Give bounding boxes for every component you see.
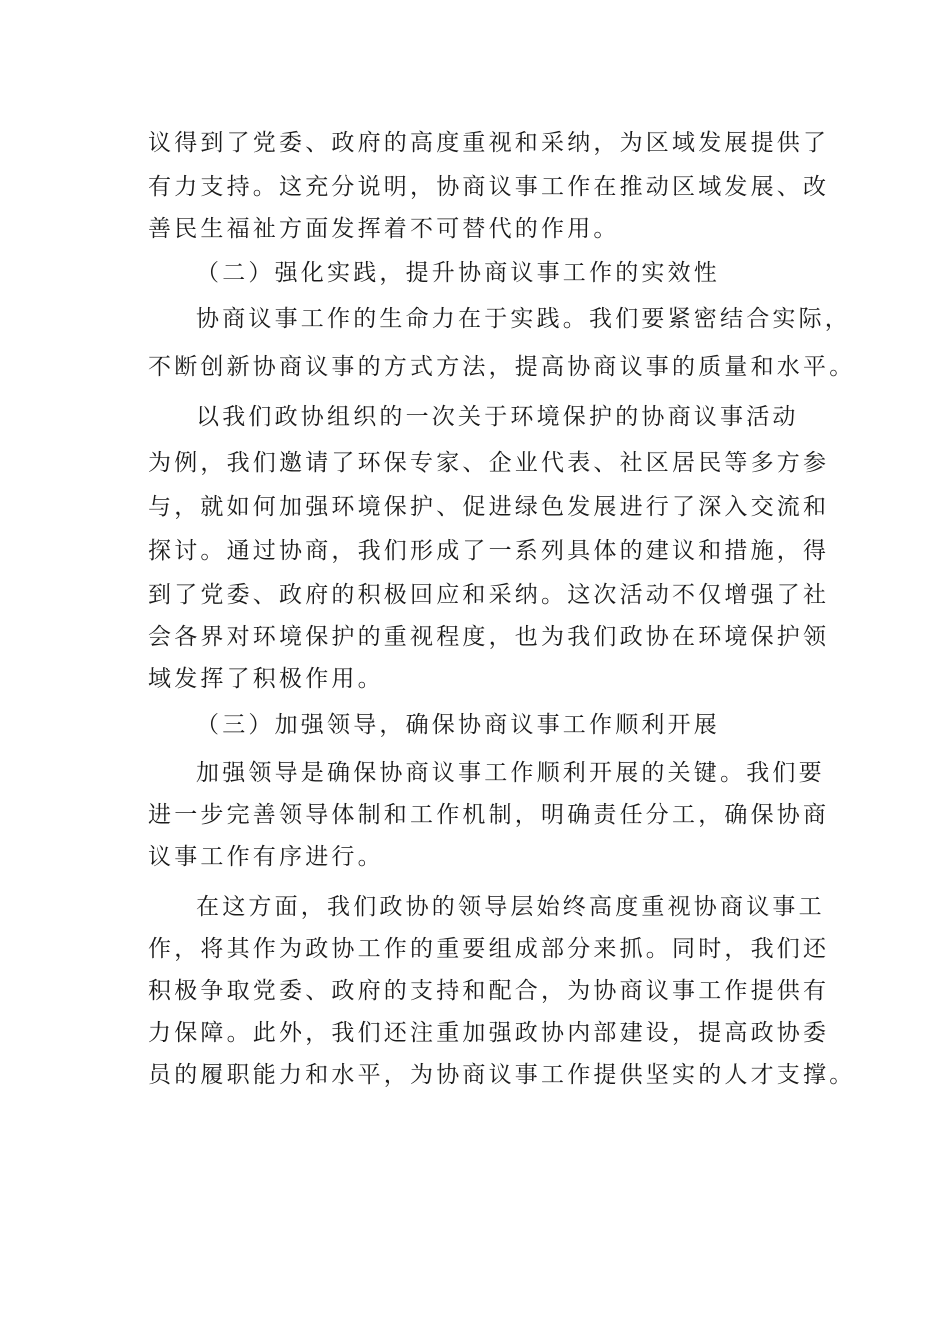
body-line: 力保障。此外，我们还注重加强政协内部建设，提高政协委 (148, 1020, 830, 1046)
body-line: 议得到了党委、政府的高度重视和采纳，为区域发展提供了 (148, 130, 830, 156)
body-line: 到了党委、政府的积极回应和采纳。这次活动不仅增强了社 (148, 582, 830, 608)
body-line: 域发挥了积极作用。 (148, 666, 384, 692)
body-line: 为例，我们邀请了环保专家、企业代表、社区居民等多方参 (148, 450, 830, 476)
body-line: 与，就如何加强环境保护、促进绿色发展进行了深入交流和 (148, 494, 830, 520)
section-heading-2: （二）强化实践，提升协商议事工作的实效性 (196, 260, 720, 286)
body-line: 以我们政协组织的一次关于环境保护的协商议事活动 (196, 404, 799, 430)
body-line: 有力支持。这充分说明，协商议事工作在推动区域发展、改 (148, 174, 830, 200)
body-line: 进一步完善领导体制和工作机制，明确责任分工，确保协商 (148, 802, 830, 828)
body-line: 加强领导是确保协商议事工作顺利开展的关键。我们要 (196, 760, 825, 786)
body-line: 会各界对环境保护的重视程度，也为我们政协在环境保护领 (148, 624, 830, 650)
body-line: 作，将其作为政协工作的重要组成部分来抓。同时，我们还 (148, 936, 830, 962)
body-line: 积极争取党委、政府的支持和配合，为协商议事工作提供有 (148, 978, 830, 1004)
body-line: 在这方面，我们政协的领导层始终高度重视协商议事工 (196, 894, 825, 920)
section-heading-3: （三）加强领导，确保协商议事工作顺利开展 (196, 712, 720, 738)
body-line: 员的履职能力和水平，为协商议事工作提供坚实的人才支撑。 (148, 1062, 856, 1088)
body-line: 探讨。通过协商，我们形成了一系列具体的建议和措施，得 (148, 538, 830, 564)
body-line: 协商议事工作的生命力在于实践。我们要紧密结合实际， (196, 306, 851, 332)
body-line: 不断创新协商议事的方式方法，提高协商议事的质量和水平。 (148, 354, 856, 380)
body-line: 善民生福祉方面发挥着不可替代的作用。 (148, 216, 620, 242)
body-line: 议事工作有序进行。 (148, 844, 384, 870)
